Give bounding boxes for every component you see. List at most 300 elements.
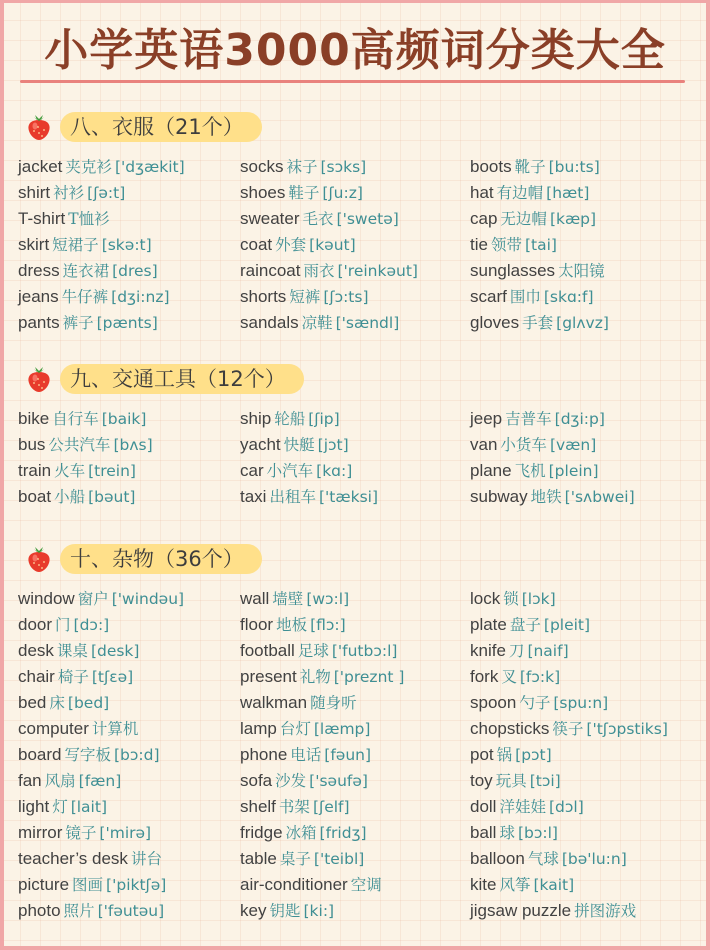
word-column: [470, 586, 668, 924]
word-entry: [240, 846, 404, 872]
english-word: door: [18, 615, 53, 634]
english-word: cap: [470, 209, 498, 228]
phonetic: [dʒi:nz]: [111, 288, 170, 306]
word-entry: [240, 432, 378, 458]
english-word: window: [18, 589, 75, 608]
page-title: 小学英语3000高频词分类大全: [44, 25, 666, 76]
english-word: ship: [240, 409, 272, 428]
phonetic: [pænts]: [96, 314, 158, 332]
section-label: 八、衣服（21个）: [60, 112, 262, 142]
english-word: fridge: [240, 823, 283, 842]
chinese-meaning: 太阳镜: [558, 262, 605, 280]
phonetic: [bed]: [67, 694, 110, 712]
phonetic: [skə:t]: [101, 236, 152, 254]
word-entry: [240, 458, 378, 484]
word-entry: [240, 820, 404, 846]
chinese-meaning: 袜子: [286, 158, 318, 176]
word-entry: [240, 612, 404, 638]
english-word: T-shirt: [18, 209, 66, 228]
english-word: socks: [240, 157, 284, 176]
chinese-meaning: 钥匙: [269, 902, 301, 920]
phonetic: [tʃɛə]: [91, 668, 134, 686]
english-word: phone: [240, 745, 288, 764]
phonetic: [tɔi]: [529, 772, 561, 790]
english-word: kite: [470, 875, 497, 894]
word-entry: [18, 206, 185, 232]
english-word: van: [470, 435, 498, 454]
word-entry: [470, 612, 668, 638]
word-entry: [18, 768, 184, 794]
section-header: [24, 542, 262, 576]
phonetic: ['sʌbwei]: [564, 488, 635, 506]
english-word: board: [18, 745, 62, 764]
english-word: shirt: [18, 183, 51, 202]
chinese-meaning: 灯: [52, 798, 68, 816]
chinese-meaning: 小货车: [500, 436, 547, 454]
chinese-meaning: 鞋子: [288, 184, 320, 202]
phonetic: [spu:n]: [553, 694, 609, 712]
word-entry: [240, 484, 378, 510]
word-entry: [18, 586, 184, 612]
chinese-meaning: 短裤: [289, 288, 321, 306]
word-entry: [470, 664, 668, 690]
phonetic: [hæt]: [546, 184, 590, 202]
word-column: [18, 154, 185, 336]
word-entry: [470, 484, 635, 510]
phonetic: [sɔks]: [320, 158, 367, 176]
word-entry: [470, 206, 609, 232]
chinese-meaning: 床: [49, 694, 65, 712]
chinese-meaning: 衬衫: [53, 184, 85, 202]
english-word: table: [240, 849, 277, 868]
word-column: [240, 406, 378, 510]
word-entry: [240, 284, 418, 310]
word-entry: [470, 284, 609, 310]
english-word: raincoat: [240, 261, 301, 280]
word-entry: [470, 258, 609, 284]
english-word: wall: [240, 589, 270, 608]
english-word: jigsaw puzzle: [470, 901, 572, 920]
english-word: train: [18, 461, 52, 480]
word-entry: [470, 846, 668, 872]
english-word: gloves: [470, 313, 520, 332]
chinese-meaning: 写字板: [64, 746, 111, 764]
english-word: shelf: [240, 797, 276, 816]
chinese-meaning: 课桌: [56, 642, 88, 660]
word-entry: [470, 690, 668, 716]
chinese-meaning: 镜子: [65, 824, 97, 842]
phonetic: [bɔ:d]: [114, 746, 160, 764]
chinese-meaning: 无边帽: [500, 210, 547, 228]
section-header: [24, 362, 304, 396]
english-word: plane: [470, 461, 512, 480]
phonetic: [flɔ:]: [310, 616, 346, 634]
phonetic: [ʃu:z]: [322, 184, 363, 202]
phonetic: [dɔ:]: [73, 616, 110, 634]
chinese-meaning: 裤子: [62, 314, 94, 332]
english-word: picture: [18, 875, 70, 894]
phonetic: [væn]: [549, 436, 597, 454]
chinese-meaning: 拼图游戏: [574, 902, 637, 920]
word-entry: [240, 742, 404, 768]
english-word: computer: [18, 719, 89, 738]
word-entry: [470, 232, 609, 258]
chinese-meaning: 连衣裙: [62, 262, 110, 280]
english-word: jacket: [18, 157, 63, 176]
chinese-meaning: 外套: [275, 236, 307, 254]
english-word: chair: [18, 667, 55, 686]
chinese-meaning: 凉鞋: [301, 314, 333, 332]
english-word: fork: [470, 667, 499, 686]
word-column: [470, 406, 635, 510]
english-word: chopsticks: [470, 719, 550, 738]
english-word: boat: [18, 487, 52, 506]
word-entry: [18, 846, 184, 872]
phonetic: [bə'lu:n]: [561, 850, 627, 868]
phonetic: ['mirə]: [99, 824, 152, 842]
chinese-meaning: 沙发: [275, 772, 307, 790]
word-column: [18, 586, 184, 924]
chinese-meaning: 礼物: [299, 668, 331, 686]
word-entry: [470, 716, 668, 742]
strawberry-icon: [24, 544, 54, 574]
chinese-meaning: 窗户: [77, 590, 109, 608]
word-entry: [18, 690, 184, 716]
chinese-meaning: 气球: [527, 850, 559, 868]
word-entry: [240, 154, 418, 180]
chinese-meaning: 有边帽: [496, 184, 544, 202]
phonetic: [trein]: [88, 462, 136, 480]
chinese-meaning: 书架: [278, 798, 310, 816]
phonetic: ['sændl]: [335, 314, 400, 332]
section-header: [24, 110, 262, 144]
phonetic: [ʃip]: [308, 410, 340, 428]
word-entry: [18, 638, 184, 664]
chinese-meaning: 洋娃娃: [499, 798, 546, 816]
chinese-meaning: 手套: [522, 314, 554, 332]
chinese-meaning: 台灯: [279, 720, 311, 738]
word-entry: [470, 432, 635, 458]
phonetic: [ʃɔ:ts]: [323, 288, 369, 306]
phonetic: [kɑ:]: [316, 462, 353, 480]
chinese-meaning: 领带: [490, 236, 522, 254]
chinese-meaning: 照片: [63, 902, 95, 920]
word-entry: [18, 432, 153, 458]
chinese-meaning: 小船: [54, 488, 86, 506]
english-word: sofa: [240, 771, 273, 790]
phonetic: ['fəutəu]: [97, 902, 165, 920]
word-entry: [18, 820, 184, 846]
english-word: hat: [470, 183, 494, 202]
word-entry: [470, 458, 635, 484]
phonetic: [jɔt]: [317, 436, 349, 454]
chinese-meaning: 地铁: [530, 488, 562, 506]
word-entry: [470, 820, 668, 846]
english-word: lock: [470, 589, 501, 608]
chinese-meaning: 飞机: [514, 462, 546, 480]
word-entry: [240, 716, 404, 742]
word-entry: [240, 898, 404, 924]
chinese-meaning: 靴子: [514, 158, 546, 176]
english-word: jeep: [470, 409, 503, 428]
chinese-meaning: 毛衣: [302, 210, 334, 228]
word-entry: [240, 258, 418, 284]
word-entry: [470, 154, 609, 180]
chinese-meaning: 玩具: [495, 772, 527, 790]
phonetic: [bɔ:l]: [517, 824, 558, 842]
word-entry: [18, 742, 184, 768]
word-entry: [18, 484, 153, 510]
chinese-meaning: 夹克衫: [65, 158, 112, 176]
english-word: skirt: [18, 235, 50, 254]
word-entry: [240, 638, 404, 664]
chinese-meaning: 风扇: [44, 772, 76, 790]
strawberry-icon: [24, 364, 54, 394]
chinese-meaning: 锅: [496, 746, 513, 764]
english-word: sandals: [240, 313, 299, 332]
word-entry: [18, 898, 184, 924]
english-word: ball: [470, 823, 497, 842]
word-entry: [240, 664, 404, 690]
english-word: subway: [470, 487, 528, 506]
word-entry: [18, 794, 184, 820]
chinese-meaning: 墙壁: [272, 590, 304, 608]
english-word: bed: [18, 693, 47, 712]
phonetic: [pleit]: [543, 616, 591, 634]
word-entry: [240, 768, 404, 794]
english-word: fan: [18, 771, 42, 790]
phonetic: ['reinkəut]: [337, 262, 418, 280]
english-word: teacher’s desk: [18, 849, 128, 868]
chinese-meaning: 筷子: [552, 720, 584, 738]
section-label: 九、交通工具（12个）: [60, 364, 304, 394]
english-word: football: [240, 641, 295, 660]
phonetic: [lait]: [70, 798, 107, 816]
english-word: taxi: [240, 487, 267, 506]
english-word: tie: [470, 235, 488, 254]
phonetic: [fridʒ]: [319, 824, 367, 842]
chinese-meaning: 风筝: [499, 876, 531, 894]
chinese-meaning: 勺子: [519, 694, 551, 712]
chinese-meaning: 轮船: [274, 410, 306, 428]
word-entry: [240, 180, 418, 206]
phonetic: ['piktʃə]: [106, 876, 167, 894]
english-word: toy: [470, 771, 493, 790]
chinese-meaning: 电话: [290, 746, 322, 764]
strawberry-icon: [24, 112, 54, 142]
word-entry: [240, 586, 404, 612]
word-entry: [18, 664, 184, 690]
word-entry: [470, 768, 668, 794]
phonetic: [kait]: [533, 876, 575, 894]
phonetic: ['windəu]: [111, 590, 185, 608]
phonetic: [glʌvz]: [556, 314, 609, 332]
english-word: knife: [470, 641, 506, 660]
english-word: pot: [470, 745, 494, 764]
english-word: photo: [18, 901, 61, 920]
word-entry: [240, 872, 404, 898]
chinese-meaning: 小汽车: [266, 462, 314, 480]
english-word: jeans: [18, 287, 59, 306]
chinese-meaning: 计算机: [91, 720, 139, 738]
chinese-meaning: 牛仔裤: [61, 288, 109, 306]
word-entry: [240, 406, 378, 432]
word-entry: [470, 638, 668, 664]
word-entry: [18, 154, 185, 180]
word-entry: [18, 232, 185, 258]
phonetic: ['tʃɔpstiks]: [586, 720, 668, 738]
word-entry: [18, 458, 153, 484]
english-word: air-conditioner: [240, 875, 348, 894]
english-word: sweater: [240, 209, 300, 228]
phonetic: [dʒi:p]: [554, 410, 605, 428]
chinese-meaning: 围巾: [509, 288, 541, 306]
chinese-meaning: 桌子: [279, 850, 311, 868]
word-column: [240, 154, 418, 336]
title-underline: [20, 80, 685, 83]
english-word: sunglasses: [470, 261, 556, 280]
phonetic: ['səufə]: [309, 772, 368, 790]
word-entry: [18, 180, 185, 206]
english-word: coat: [240, 235, 273, 254]
word-entry: [240, 310, 418, 336]
english-word: walkman: [240, 693, 308, 712]
chinese-meaning: 叉: [501, 668, 517, 686]
chinese-meaning: 空调: [350, 876, 382, 894]
chinese-meaning: 快艇: [283, 436, 315, 454]
phonetic: [læmp]: [313, 720, 371, 738]
chinese-meaning: 随身听: [310, 694, 357, 712]
english-word: car: [240, 461, 264, 480]
word-entry: [240, 690, 404, 716]
english-word: light: [18, 797, 50, 816]
phonetic: [wɔ:l]: [306, 590, 350, 608]
chinese-meaning: 吉普车: [505, 410, 552, 428]
word-entry: [18, 872, 184, 898]
word-entry: [470, 898, 668, 924]
phonetic: ['preznt ]: [333, 668, 405, 686]
phonetic: [bʌs]: [113, 436, 153, 454]
phonetic: ['swetə]: [336, 210, 399, 228]
english-word: lamp: [240, 719, 277, 738]
chinese-meaning: 讲台: [130, 850, 162, 868]
phonetic: ['teibl]: [313, 850, 365, 868]
chinese-meaning: 火车: [54, 462, 86, 480]
english-word: desk: [18, 641, 54, 660]
phonetic: [kæp]: [549, 210, 597, 228]
word-entry: [18, 258, 185, 284]
chinese-meaning: 椅子: [57, 668, 89, 686]
english-word: spoon: [470, 693, 517, 712]
phonetic: [skɑ:f]: [543, 288, 594, 306]
word-entry: [18, 284, 185, 310]
word-entry: [18, 612, 184, 638]
word-entry: [470, 586, 668, 612]
phonetic: [naif]: [527, 642, 569, 660]
chinese-meaning: 足球: [297, 642, 329, 660]
word-column: [470, 154, 609, 336]
chinese-meaning: 公共汽车: [48, 436, 111, 454]
word-entry: [470, 742, 668, 768]
word-column: [18, 406, 153, 510]
phonetic: [fæn]: [78, 772, 122, 790]
phonetic: [kəut]: [309, 236, 356, 254]
phonetic: [fəun]: [324, 746, 372, 764]
chinese-meaning: 门: [55, 616, 71, 634]
english-word: mirror: [18, 823, 63, 842]
word-entry: [240, 232, 418, 258]
chinese-meaning: 锁: [503, 590, 519, 608]
chinese-meaning: 冰箱: [285, 824, 317, 842]
word-entry: [18, 406, 153, 432]
phonetic: [dɔl]: [548, 798, 584, 816]
english-word: plate: [470, 615, 507, 634]
chinese-meaning: 图画: [72, 876, 104, 894]
english-word: shoes: [240, 183, 286, 202]
english-word: shorts: [240, 287, 287, 306]
chinese-meaning: 出租车: [269, 488, 316, 506]
english-word: bus: [18, 435, 46, 454]
english-word: doll: [470, 797, 497, 816]
english-word: key: [240, 901, 267, 920]
chinese-meaning: 短裙子: [52, 236, 99, 254]
english-word: pants: [18, 313, 60, 332]
phonetic: [ki:]: [303, 902, 335, 920]
word-entry: [470, 794, 668, 820]
phonetic: [baik]: [101, 410, 147, 428]
english-word: present: [240, 667, 297, 686]
english-word: boots: [470, 157, 512, 176]
phonetic: [ʃelf]: [312, 798, 350, 816]
phonetic: [plein]: [548, 462, 599, 480]
phonetic: [dres]: [112, 262, 158, 280]
chinese-meaning: 盘子: [509, 616, 541, 634]
word-entry: [240, 206, 418, 232]
phonetic: [ʃə:t]: [87, 184, 126, 202]
chinese-meaning: 自行车: [52, 410, 99, 428]
english-word: dress: [18, 261, 60, 280]
phonetic: ['futbɔ:l]: [331, 642, 398, 660]
word-entry: [470, 310, 609, 336]
phonetic: [bu:ts]: [548, 158, 600, 176]
chinese-meaning: 地板: [276, 616, 308, 634]
phonetic: [desk]: [90, 642, 140, 660]
english-word: scarf: [470, 287, 507, 306]
english-word: bike: [18, 409, 50, 428]
english-word: yacht: [240, 435, 281, 454]
phonetic: ['dʒækit]: [114, 158, 185, 176]
phonetic: [bəut]: [88, 488, 136, 506]
word-entry: [240, 794, 404, 820]
word-entry: [470, 872, 668, 898]
word-entry: [470, 406, 635, 432]
english-word: balloon: [470, 849, 525, 868]
chinese-meaning: 刀: [508, 642, 525, 660]
phonetic: ['tæksi]: [318, 488, 378, 506]
word-entry: [18, 716, 184, 742]
phonetic: [lɔk]: [521, 590, 556, 608]
word-entry: [470, 180, 609, 206]
chinese-meaning: T恤衫: [68, 210, 110, 228]
phonetic: [pɔt]: [515, 746, 552, 764]
chinese-meaning: 球: [499, 824, 515, 842]
word-column: [240, 586, 404, 924]
section-label: 十、杂物（36个）: [60, 544, 262, 574]
phonetic: [tai]: [524, 236, 557, 254]
chinese-meaning: 雨衣: [303, 262, 335, 280]
english-word: floor: [240, 615, 274, 634]
phonetic: [fɔ:k]: [519, 668, 561, 686]
